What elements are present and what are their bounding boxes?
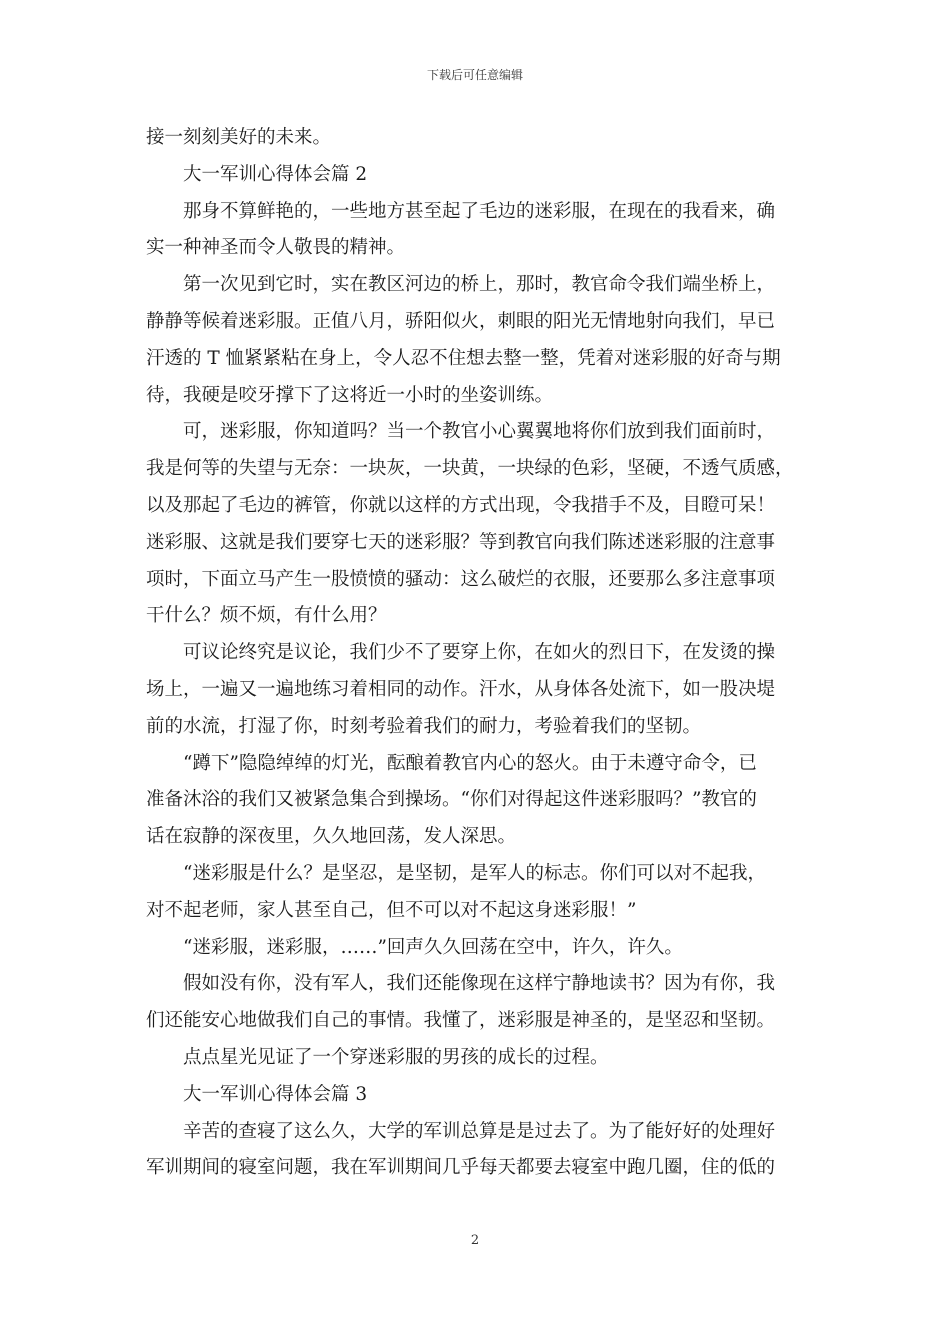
text-line: “蹲下”隐隐绰绰的灯光，酝酿着教官内心的怒火。由于未遵守命令，已	[183, 752, 757, 774]
text-line: 场上，一遍又一遍地练习着相同的动作。汗水，从身体各处流下，如一股决堤	[146, 678, 776, 700]
text-line: 们还能安心地做我们自己的事情。我懂了，迷彩服是神圣的，是坚忍和坚韧。	[146, 1010, 776, 1032]
text-line: “迷彩服是什么？是坚忍，是坚韧，是军人的标志。你们可以对不起我，	[183, 862, 766, 884]
text-line: 迷彩服、这就是我们要穿七天的迷彩服？等到教官向我们陈述迷彩服的注意事	[146, 531, 776, 553]
text-line: 以及那起了毛边的裤管，你就以这样的方式出现，令我措手不及，目瞪可呆！	[146, 494, 776, 516]
text-line: 可议论终究是议论，我们少不了要穿上你，在如火的烈日下，在发烫的操	[183, 642, 776, 664]
text-line: 待，我硬是咬牙撑下了这将近一小时的坐姿训练。	[146, 384, 554, 406]
text-line: “迷彩服，迷彩服，……”回声久久回荡在空中，许久，许久。	[183, 936, 683, 958]
text-line: 实一种神圣而令人敬畏的精神。	[146, 237, 406, 259]
text-line: 可，迷彩服，你知道吗？当一个教官小心翼翼地将你们放到我们面前时，	[183, 421, 776, 443]
text-line: 准备沐浴的我们又被紧急集合到操场。“你们对得起这件迷彩服吗？”教官的	[146, 789, 757, 811]
text-line: 点点星光见证了一个穿迷彩服的男孩的成长的过程。	[183, 1046, 609, 1068]
text-line: 对不起老师，家人甚至自己，但不可以对不起这身迷彩服！”	[146, 899, 637, 921]
text-line: 假如没有你，没有军人，我们还能像现在这样宁静地读书？因为有你，我	[183, 973, 776, 995]
document-body	[146, 120, 806, 1187]
text-line: 军训期间的寝室问题，我在军训期间几乎每天都要去寝室中跑几圈，住的低的	[146, 1157, 776, 1179]
page-header: 下载后可任意编辑	[426, 68, 523, 82]
text-line: 辛苦的查寝了这么久，大学的军训总算是是过去了。为了能好好的处理好	[183, 1120, 776, 1142]
text-line: 干什么？烦不烦，有什么用？	[146, 605, 387, 627]
text-line: 我是何等的失望与无奈：一块灰，一块黄，一块绿的色彩，坚硬，不透气质感，	[146, 458, 794, 480]
text-line: 那身不算鲜艳的，一些地方甚至起了毛边的迷彩服，在现在的我看来，确	[183, 200, 776, 222]
text-line: 第一次见到它时，实在教区河边的桥上，那时，教官命令我们端坐桥上，	[183, 274, 776, 296]
section-heading: 大一军训心得体会篇 3	[183, 1083, 368, 1105]
page-number: 2	[470, 1233, 480, 1248]
text-line: 静静等候着迷彩服。正值八月，骄阳似火，刺眼的阳光无情地射向我们，早已	[146, 310, 776, 332]
text-line: 项时，下面立马产生一股愤愤的骚动：这么破烂的衣服，还要那么多注意事项	[146, 568, 776, 590]
text-line: 汗透的 T 恤紧紧粘在身上，令人忍不住想去整一整，凭着对迷彩服的好奇与期	[146, 347, 781, 369]
text-line: 前的水流，打湿了你，时刻考验着我们的耐力，考验着我们的坚韧。	[146, 715, 702, 737]
text-line: 话在寂静的深夜里，久久地回荡，发人深思。	[146, 826, 517, 848]
section-heading: 大一军训心得体会篇 2	[183, 163, 368, 185]
text-line: 接一刻刻美好的未来。	[146, 127, 332, 148]
